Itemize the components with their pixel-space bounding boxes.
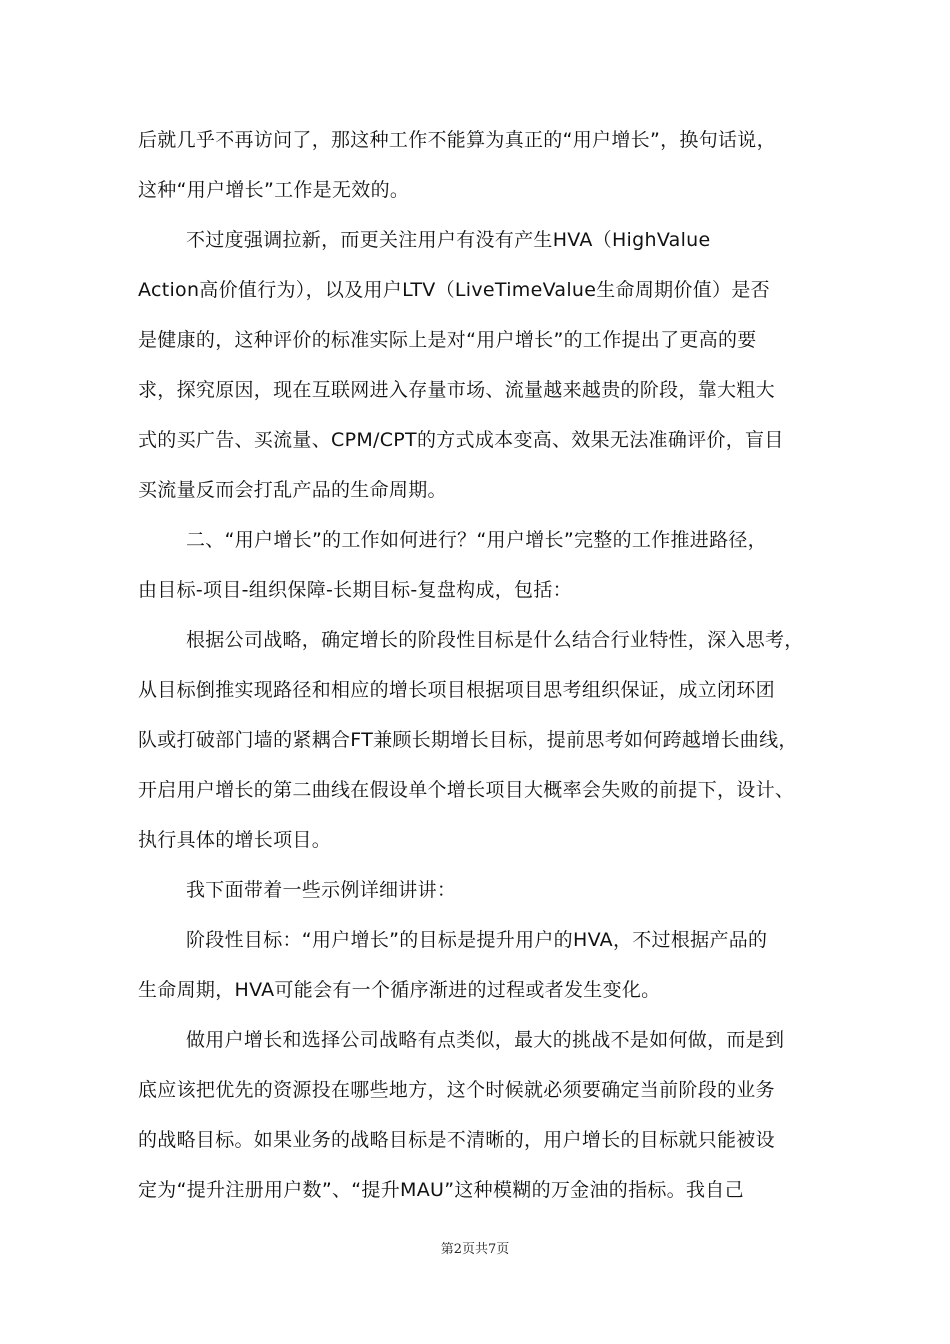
text-line: 不过度强调拉新，而更关注用户有没有产生HVA（HighValue [186, 229, 711, 251]
text-line: 是健康的，这种评价的标准实际上是对“用户增长”的工作提出了更高的要 [138, 329, 757, 351]
text-line: 求，探究原因，现在互联网进入存量市场、流量越来越贵的阶段，靠大粗大 [138, 379, 775, 401]
text-line: 根据公司战略，确定增长的阶段性目标是什么结合行业特性，深入思考， [186, 629, 804, 651]
text-line: 阶段性目标：“用户增长”的目标是提升用户的HVA，不过根据产品的 [186, 929, 768, 951]
text-line: 底应该把优先的资源投在哪些地方，这个时候就必须要确定当前阶段的业务 [138, 1079, 775, 1101]
text-line: 买流量反而会打乱产品的生命周期。 [138, 479, 447, 501]
text-line: 从目标倒推实现路径和相应的增长项目根据项目思考组织保证，成立闭环团 [138, 679, 775, 701]
text-line: 生命周期，HVA可能会有一个循序渐进的过程或者发生变化。 [138, 979, 661, 1001]
text-line: 二、“用户增长”的工作如何进行？“用户增长”完整的工作推进路径， [186, 529, 767, 551]
text-line: 开启用户增长的第二曲线在假设单个增长项目大概率会失败的前提下，设计、 [138, 779, 795, 801]
text-line: 由目标-项目-组织保障-长期目标-复盘构成，包括： [138, 579, 572, 601]
text-line: 队或打破部门墙的紧耦合FT兼顾长期增长目标，提前思考如何跨越增长曲线， [138, 729, 798, 751]
text-line: 做用户增长和选择公司战略有点类似，最大的挑战不是如何做，而是到 [186, 1029, 785, 1051]
text-line: 定为“提升注册用户数”、“提升MAU”这种模糊的万金油的指标。我自己 [138, 1179, 744, 1201]
text-line: 这种“用户增长”工作是无效的。 [138, 179, 410, 201]
text-line: Action高价值行为），以及用户LTV（LiveTimeValue生命周期价值）是否 [138, 279, 770, 301]
page-footer: 第2页共7页 [440, 1242, 510, 1257]
text-line: 执行具体的增长项目。 [138, 829, 332, 851]
text-line: 式的买广告、买流量、CPM/CPT的方式成本变高、效果无法准确评价，盲目 [138, 429, 784, 451]
text-line: 我下面带着一些示例详细讲讲： [186, 879, 457, 901]
text-line: 后就几乎不再访问了，那这种工作不能算为真正的“用户增长”，换句话说， [138, 129, 776, 151]
text-line: 的战略目标。如果业务的战略目标是不清晰的，用户增长的目标就只能被设 [138, 1129, 775, 1151]
